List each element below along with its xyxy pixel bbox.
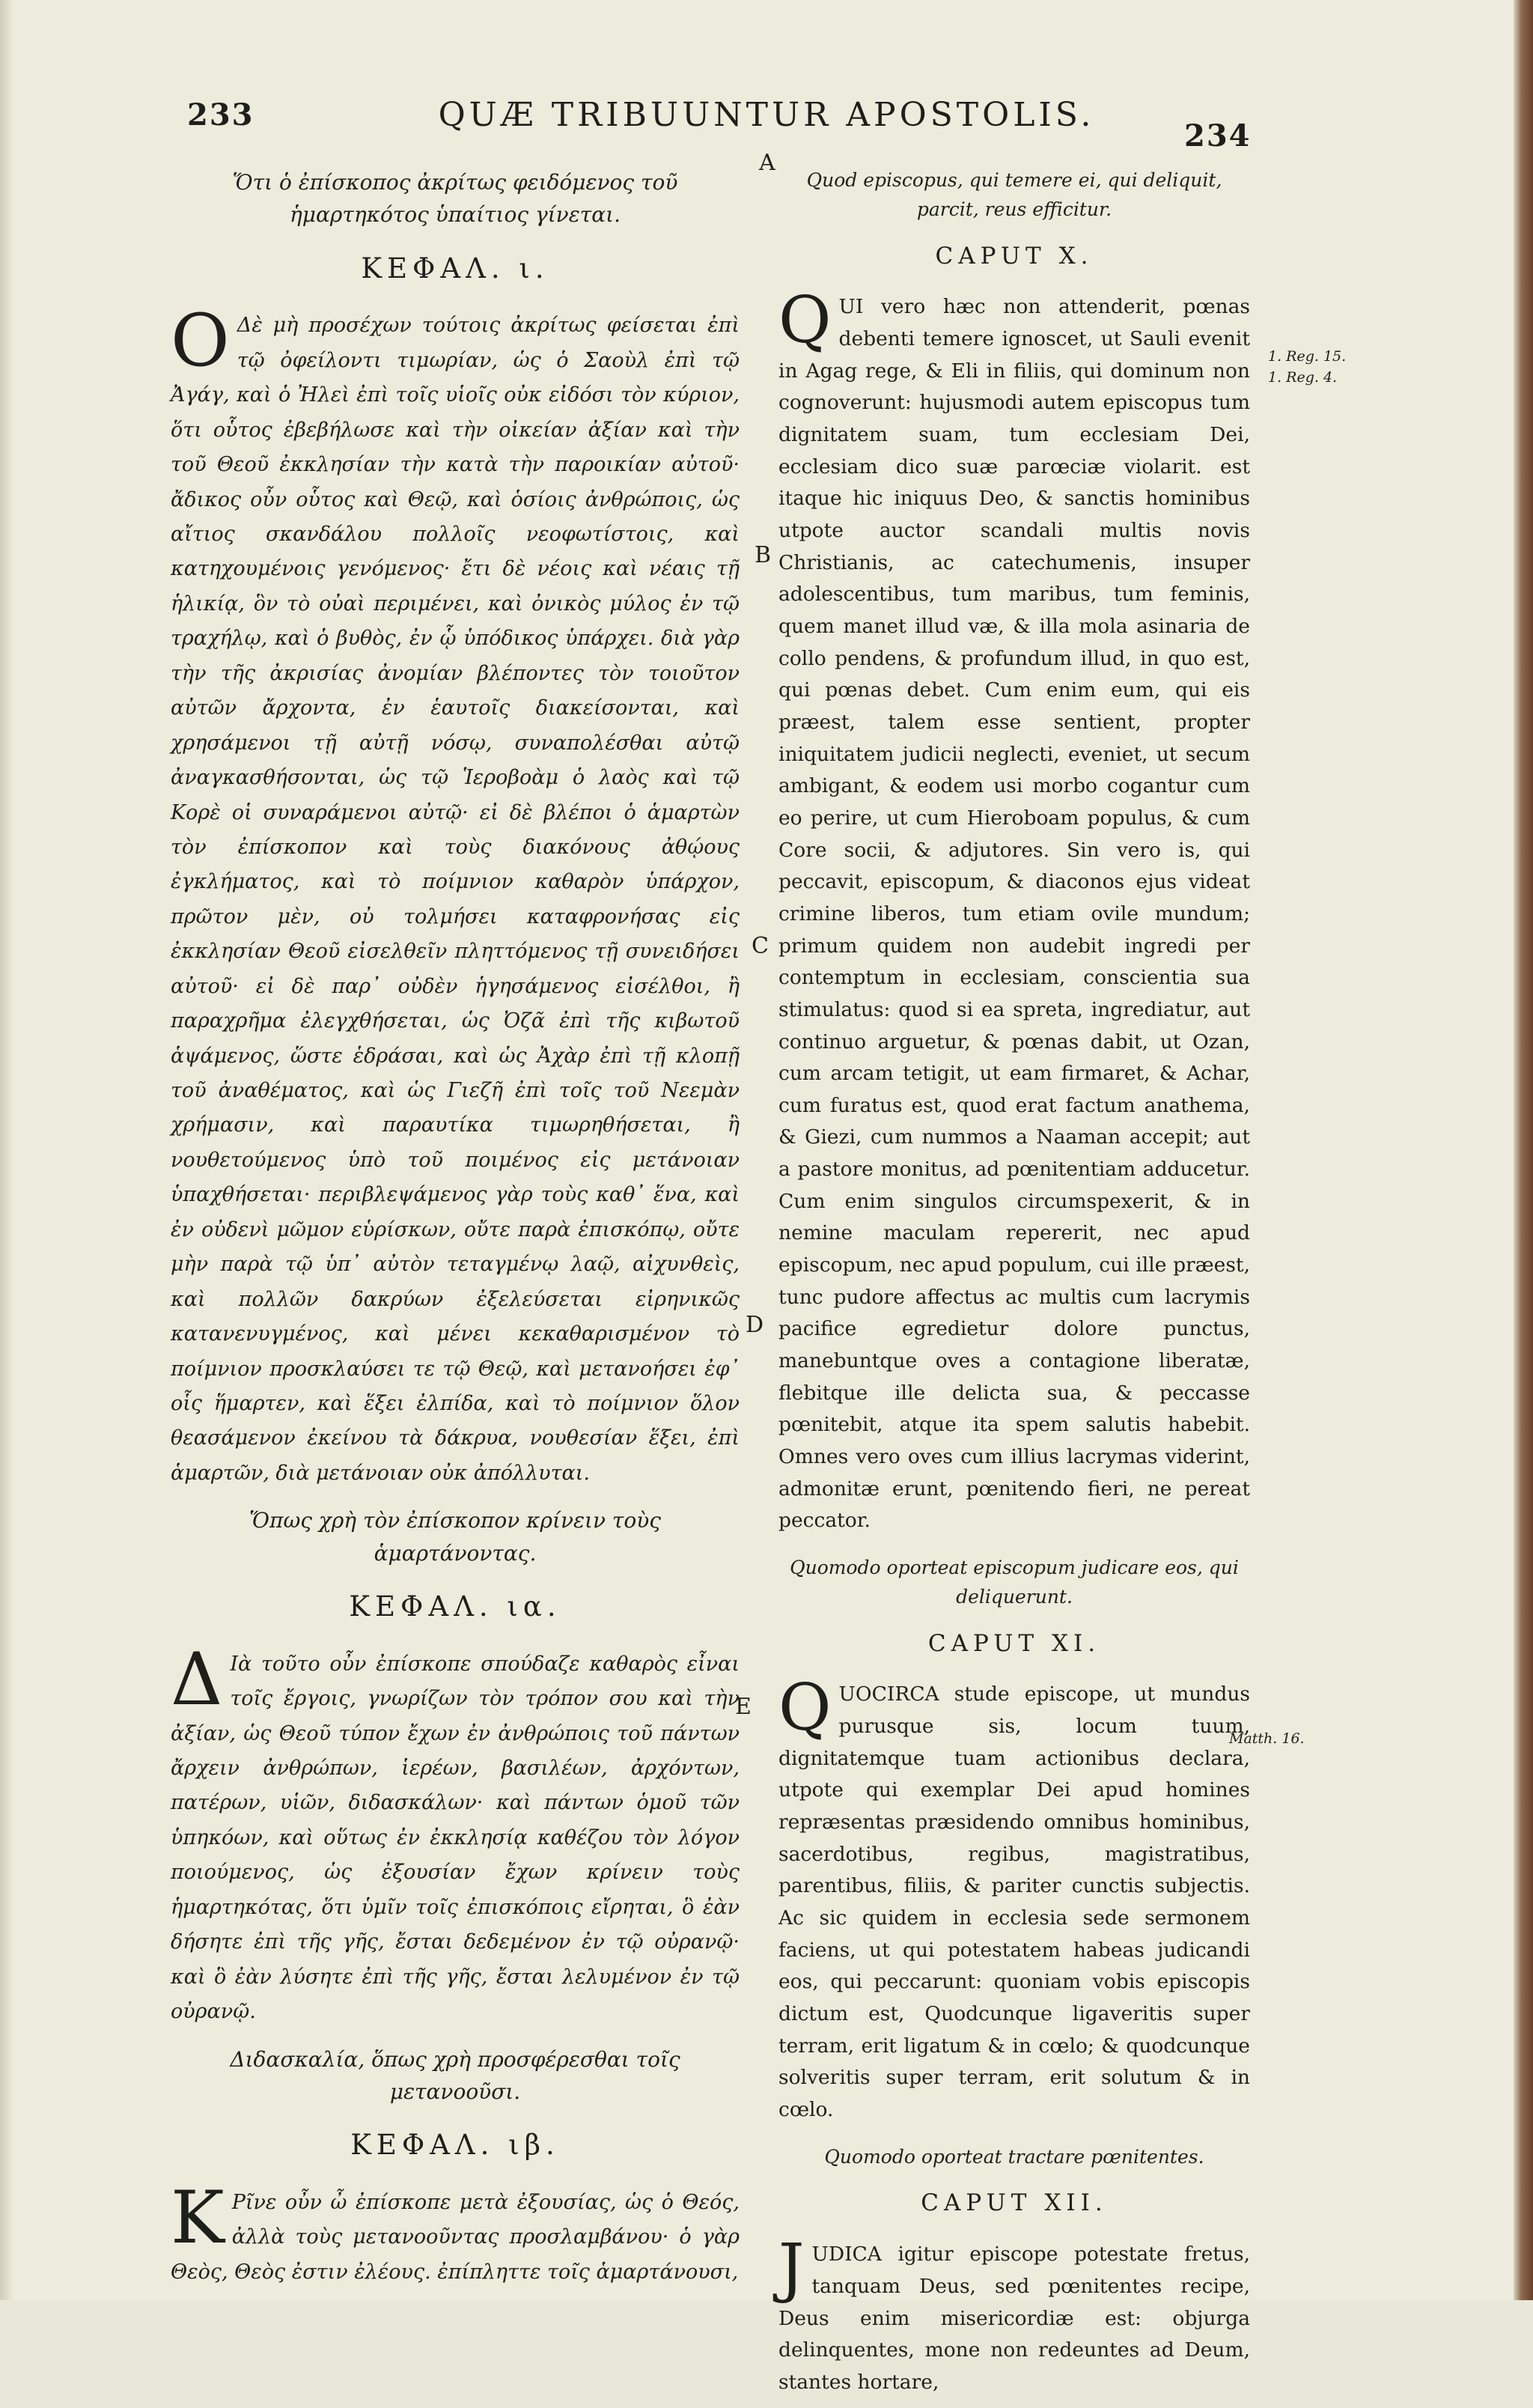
drop-cap: Δ: [171, 1637, 223, 1721]
greek-paragraph-1-text: Δὲ μὴ προσέχων τούτοις ἀκρίτως φείσεται ἐπὶ τῷ ὀφείλοντι τιμωρίαν, ὡς ὁ Σαοὺλ ἐπὶ τῷ Ἀγάγ, καὶ ὁ Ἠλεὶ ἐπὶ τοῖς υἱοῖς οὐκ εἰδόσι τὸν κύριον, ὅτι οὗτος ἐβεβήλωσε καὶ τὴν οἰκείαν ἀξίαν καὶ τὴν τοῦ Θεοῦ ἐκκλησίαν τὴν κατὰ τὴν παροικίαν αὐτοῦ· ἄδικος οὖν οὗτος καὶ Θεῷ, καὶ ὁσίοις ἀνθρώποις, ὡς αἴτιος σκανδάλου πολλοῖς νεοφωτίστοις, καὶ κατηχουμένοις γενόμενος· ἔτι δὲ νέοις καὶ νέαις τῇ ἡλικίᾳ, ὃν τὸ οὐαὶ περιμένει, καὶ ὀνικὸς μύλος ἐν τῷ τραχήλῳ, καὶ ὁ βυθὸς, ἐν ᾧ ὑπόδικος ὑπάρχει. διὰ γὰρ τὴν τῆς ἀκρισίας ἀνομίαν βλέποντες τὸν τοιοῦτον αὐτῶν ἄρχοντα, ἐν ἑαυτοῖς διακείσονται, καὶ χρησάμενοι τῇ αὐτῇ νόσῳ, συναπολέσθαι αὐτῷ ἀναγκασθήσονται, ὡς τῷ Ἱεροβοὰμ ὁ λαὸς καὶ τῷ Κορὲ οἱ συναράμενοι αὐτῷ· εἰ δὲ βλέποι ὁ ἁμαρτὼν τὸν ἐπίσκοπον καὶ τοὺς διακόνους ἀθῴους ἐγκλήματος, καὶ τὸ ποίμνιον καθαρὸν ὑπάρχον, πρῶτον μὲν, οὐ τολμήσει καταφρονήσας εἰς ἐκκλησίαν Θεοῦ εἰσελθεῖν πληττόμενος τῇ συνειδήσει αὐτοῦ· εἰ δὲ παρ᾽ οὐδὲν ἡγησάμενος εἰσέλθοι, ἢ παραχρῆμα ἐλεγχθήσεται, ὡς Ὀζᾶ ἐπὶ τῆς κιβωτοῦ ἁψάμενος, ὥστε ἑδράσαι, καὶ ὡς Ἀχὰρ ἐπὶ τῇ κλοπῇ τοῦ ἀναθέματος, καὶ ὡς Γιεζῆ ἐπὶ τοῖς τοῦ Νεεμὰν χρήμασιν, καὶ παραυτίκα τιμωρηθήσεται, ἢ νουθετούμενος ὑπὸ τοῦ ποιμένος εἰς μετάνοιαν ὑπαχθήσεται· περιβλεψάμενος γὰρ τοὺς καθ᾽ ἕνα, καὶ ἐν οὐδενὶ μῶμον εὑρίσκων, οὔτε παρὰ ἐπισκόπῳ, οὔτε μὴν παρὰ τῷ ὑπ᾽ αὐτὸν τεταγμένῳ λαῷ, αἰχυνθεὶς, καὶ πολλῶν δακρύων ἐξελεύσεται εἰρηνικῶς κατανενυγμένος, καὶ μένει κεκαθαρισμένον τὸ ποίμνιον προσκλαύσει τε τῷ Θεῷ, καὶ μετανοήσει ἐφ᾽ οἷς ἥμαρτεν, καὶ ἕξει ἐλπίδα, καὶ τὸ ποίμνιον ὅλον θεασάμενον ἐκείνου τὰ δάκρυα, νουθεσίαν ἕξει, ἐπὶ ἁμαρτῶν, διὰ μετάνοιαν οὐκ ἀπόλλυται.: [171, 314, 740, 1485]
latin-paragraph-3-text: UDICA igitur episcope potestate fretus, tanquam Deus, sed pœnitentes recipe, Deus enim misericordiæ est: objurga delinquentes, mone non redeuntes ad Deum, stantes hortare,: [778, 2243, 1250, 2394]
greek-paragraph-3-text: Ρῖνε οὖν ὦ ἐπίσκοπε μετὰ ἐξουσίας, ὡς ὁ Θεός, ἀλλὰ τοὺς μετανοοῦντας προσλαμβάνου· ὁ γὰρ Θεὸς, Θεὸς ἐστιν ἐλέους. ἐπίπληττε τοῖς ἁμαρτάνουσι,: [171, 2190, 740, 2284]
page-number-right: 234: [1184, 118, 1252, 153]
section-marker-d: D: [746, 1312, 764, 1338]
greek-paragraph-3: [171, 2175, 740, 2290]
section-marker-b: B: [755, 542, 772, 568]
greek-heading-1: Ὅτι ὁ ἐπίσκοπος ἀκρίτως φειδόμενος τοῦ ἡμαρτηκότος ὑπαίτιος γίνεται.: [232, 170, 678, 228]
latin-caput-1: CAPUT X.: [935, 242, 1094, 270]
latin-paragraph-3: [778, 2231, 1250, 2398]
greek-column: [171, 166, 740, 2299]
greek-caput-1: ΚΕΦΑΛ. ι.: [361, 252, 549, 285]
latin-heading-1: Quod episcopus, qui temere ei, qui deliquit, parcit, reus efficitur.: [806, 169, 1222, 220]
section-marker-c: C: [752, 933, 769, 959]
latin-caput-2: CAPUT XI.: [927, 1629, 1101, 1657]
drop-cap: Q: [778, 1670, 832, 1746]
margin-note-3: Matth. 16.: [1229, 1730, 1305, 1747]
latin-column: [778, 166, 1250, 2408]
latin-paragraph-2: [778, 1670, 1250, 2126]
latin-paragraph-2-text: UOCIRCA stude episcope, ut mundus purusque sis, locum tuum, dignitatemque tuam actionibus declara, utpote qui exemplar Dei apud homines repræsentas præsidendo omnibus hominibus, sacerdotibus, regibus, magistratibus, parentibus, filiis, & pariter cunctis subjectis. Ac sic quidem in ecclesia sede sermonem faciens, ut qui potestatem habeas judicandi eos, qui peccarunt: quoniam vobis episcopis dictum est, Quodcunque ligaveritis super terram, erit ligatum & in cœlo; & quodcunque solveritis super terram, erit solutum & in cœlo.: [778, 1682, 1250, 2121]
book-binding-edge: [1514, 0, 1533, 2300]
drop-cap: Ο: [171, 299, 230, 383]
latin-heading-2: Quomodo oporteat episcopum judicare eos, qui deliquerunt.: [790, 1557, 1239, 1608]
drop-cap: Κ: [171, 2175, 225, 2260]
margin-note-1: 1. Reg. 15.: [1268, 348, 1347, 365]
drop-cap: J: [778, 2231, 805, 2306]
greek-paragraph-2-text: Ιὰ τοῦτο οὖν ἐπίσκοπε σπούδαζε καθαρὸς εἶναι τοῖς ἔργοις, γνωρίζων τὸν τρόπον σου καὶ τὴν ἀξίαν, ὡς Θεοῦ τύπον ἔχων ἐν ἀνθρώποις τοῦ πάντων ἄρχειν ἀνθρώπων, ἱερέων, βασιλέων, ἀρχόντων, πατέρων, υἱῶν, διδασκάλων· καὶ πάντων ὁμοῦ τῶν ὑπηκόων, καὶ οὕτως ἐν ἐκκλησίᾳ καθέζου τὸν λόγον ποιούμενος, ὡς ἐξουσίαν ἔχων κρίνειν τοὺς ἡμαρτηκότας, ὅτι ὑμῖν τοῖς ἐπισκόποις εἴρηται, ὃ ἐὰν δήσητε ἐπὶ τῆς γῆς, ἔσται δεδεμένον ἐν τῷ οὐρανῷ· καὶ ὃ ἐὰν λύσητε ἐπὶ τῆς γῆς, ἔσται λελυμένον ἐν τῷ οὐρανῷ.: [171, 1652, 740, 2024]
latin-paragraph-1: [778, 283, 1250, 1537]
greek-caput-2: ΚΕΦΑΛ. ια.: [349, 1590, 561, 1623]
margin-note-2: 1. Reg. 4.: [1268, 369, 1338, 386]
greek-heading-3: Διδασκαλία, ὅπως χρὴ προσφέρεσθαι τοῖς μετανοοῦσι.: [230, 2046, 680, 2104]
section-marker-e: E: [735, 1694, 752, 1720]
section-marker-a: A: [759, 150, 775, 176]
greek-paragraph-2: [171, 1637, 740, 2030]
page-number-left: 233: [187, 97, 255, 133]
latin-caput-3: CAPUT XII.: [921, 2189, 1108, 2217]
latin-paragraph-1-text: UI vero hæc non attenderit, pœnas debenti temere ignoscet, ut Sauli evenit in Agag rege, & Eli in filiis, qui dominum non cognoverunt: hujusmodi autem episcopus tum dignitatem suam, tum ecclesiam Dei, ecclesiam dico suæ parœciæ violarit. est itaque hic iniquus Deo, & sanctis hominibus utpote auctor scandali multis novis Christianis, ac catechumenis, insuper adolescentibus, tum maribus, tum feminis, quem manet illud væ, & illa mola asinaria de collo pendens, & profundum illud, in quo est, qui pœnas debet. Cum enim eum, qui eis præest, talem esse sentient, propter iniquitatem judicii neglecti, eveniet, ut secum ambigant, & eodem usi morbo cogantur cum eo perire, ut cum Hieroboam populus, & cum Core socii, & adjutores. Sin vero is, qui peccavit, episcopum, & diaconos ejus videat crimine liberos, tum etiam ovile mundum; primum quidem non audebit ingredi per contemptum in ecclesiam, conscientia sua stimulatus: quod si ea spreta, ingrediatur, aut continuo arguetur, & pœnas dabit, ut Ozan, cum arcam tetigit, ut eam firmaret, & Achar, cum furatus est, quod erat factum anathema, & Giezi, cum nummos a Naaman accepit; aut a pastore monitus, ad pœnitentiam adducetur. Cum enim singulos circumspexerit, & in nemine maculam repererit, nec apud episcopum, nec apud populum, cui ille præest, tunc pudore affectus ac multis cum lacrymis pacifice egredietur dolore punctus, manebuntque oves a contagione liberatæ, flebitque ille delicta sua, & peccasse pœnitebit, atque ita spem salutis habebit. Omnes vero oves cum illius lacrymas viderint, admonitæ erunt, pœnitendo fieri, ne pereat peccator.: [778, 295, 1250, 1533]
latin-heading-3: Quomodo oporteat tractare pœnitentes.: [824, 2145, 1204, 2168]
page-gutter-shadow: [0, 0, 13, 2300]
greek-heading-2: Ὅπως χρὴ τὸν ἐπίσκοπον κρίνειν τοὺς ἁμαρτάνοντας.: [249, 1508, 661, 1566]
running-head: QUÆ TRIBUUNTUR APOSTOLIS.: [438, 96, 1095, 134]
greek-caput-3: ΚΕΦΑΛ. ιβ.: [350, 2129, 560, 2162]
greek-paragraph-1: [171, 299, 740, 1491]
drop-cap: Q: [778, 283, 832, 359]
